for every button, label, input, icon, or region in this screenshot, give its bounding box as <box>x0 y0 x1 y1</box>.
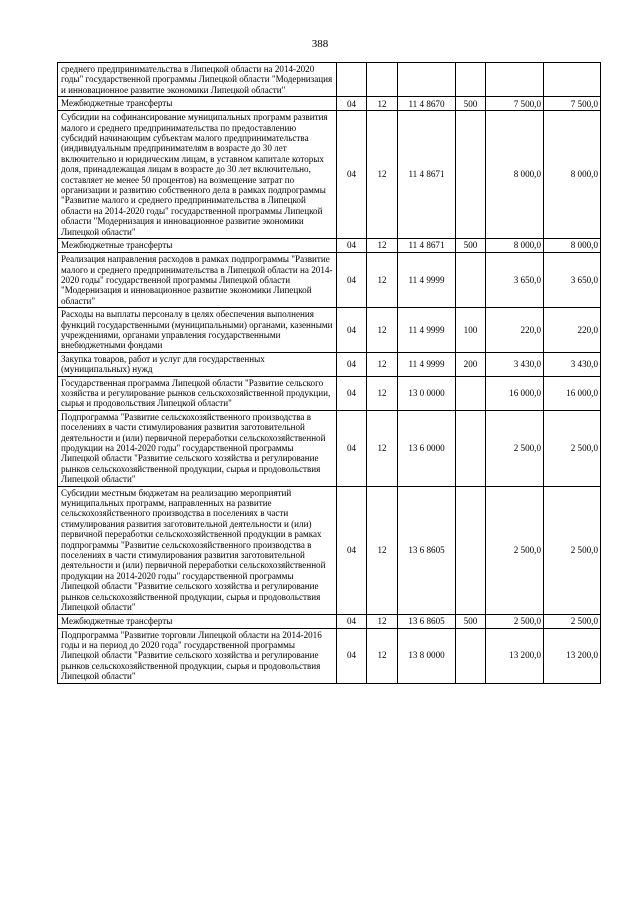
row-description: Реализация направления расходов в рамках подпрограммы "Развитие малого и среднего предпринимательства в Липецкой области на 2014-2020 годы" государственной программы Липецкой области "Модернизация и инновационное развитие экономики Липецкой области" <box>58 253 337 308</box>
row-expense-type <box>456 486 486 614</box>
table-row <box>58 376 601 410</box>
row-subsection-code: 12 <box>367 308 398 353</box>
table-row <box>58 308 601 353</box>
row-amount-total: 3 430,0 <box>544 352 601 376</box>
table-row <box>58 486 601 614</box>
row-description: Подпрограмма "Развитие торговли Липецкой области на 2014-2016 годы и на период до 2020 года" государственной программы Липецкой области "Развитие сельского хозяйства и регулирование рынков сельскохозяйственной продукции, сырья и продовольствия Липецкой области" <box>58 628 337 683</box>
row-amount-total: 2 500,0 <box>544 614 601 628</box>
row-section-code <box>337 63 367 97</box>
budget-table <box>57 62 601 684</box>
table-row <box>58 628 601 683</box>
row-subsection-code: 12 <box>367 97 398 111</box>
row-description: Субсидии на софинансирование муниципальных программ развития малого и среднего предпринимательства по предоставлению субсидий начинающим субъектам малого предпринимательства (индивидуальным предпринимателям в возрасте до 30 лет включительно и юридическим лицам, в уставном капитале которых доля, принадлежащая лицам в возрасте до 30 лет включительно, составляет не менее 50 процентов) на возмещение затрат по организации и развитию собственного дела в рамках подпрограммы "Развитие малого и среднего предпринимательства в Липецкой области на 2014-2020 годы" государственной программы Липецкой области "Модернизация и инновационное развитие экономики Липецкой области" <box>58 111 337 239</box>
row-section-code: 04 <box>337 97 367 111</box>
row-target-article: 11 4 9999 <box>398 308 456 353</box>
row-subsection-code: 12 <box>367 352 398 376</box>
row-subsection-code: 12 <box>367 628 398 683</box>
row-expense-type: 500 <box>456 614 486 628</box>
table-row <box>58 352 601 376</box>
row-expense-type <box>456 376 486 410</box>
row-target-article <box>398 63 456 97</box>
row-amount: 8 000,0 <box>486 111 544 239</box>
row-amount: 8 000,0 <box>486 239 544 253</box>
page-number: 388 <box>311 38 329 50</box>
row-target-article: 11 4 8670 <box>398 97 456 111</box>
row-section-code: 04 <box>337 628 367 683</box>
row-description: Подпрограмма "Развитие сельскохозяйственного производства в поселениях в части стимулирования развития заготовительной деятельности и (или) первичной переработки сельскохозяйственной продукции на 2014-2020 годы" государственной программы Липецкой области "Развитие сельского хозяйства и регулирование рынков сельскохозяйственной продукции, сырья и продовольствия Липецкой области" <box>58 410 337 486</box>
row-subsection-code: 12 <box>367 111 398 239</box>
row-subsection-code: 12 <box>367 239 398 253</box>
row-description: Закупка товаров, работ и услуг для государственных (муниципальных) нужд <box>58 352 337 376</box>
row-target-article: 13 6 8605 <box>398 486 456 614</box>
row-amount: 220,0 <box>486 308 544 353</box>
row-amount: 3 430,0 <box>486 352 544 376</box>
row-amount-total: 13 200,0 <box>544 628 601 683</box>
row-subsection-code: 12 <box>367 253 398 308</box>
row-amount-total: 8 000,0 <box>544 239 601 253</box>
row-expense-type <box>456 111 486 239</box>
row-description: Расходы на выплаты персоналу в целях обеспечения выполнения функций государственными (муниципальными) органами, казенными учреждениями, органами управления государственными внебюджетными фондами <box>58 308 337 353</box>
row-amount: 2 500,0 <box>486 410 544 486</box>
row-section-code: 04 <box>337 239 367 253</box>
row-target-article: 13 6 8605 <box>398 614 456 628</box>
row-subsection-code: 12 <box>367 376 398 410</box>
row-expense-type <box>456 628 486 683</box>
row-section-code: 04 <box>337 352 367 376</box>
table-row <box>58 97 601 111</box>
row-expense-type <box>456 63 486 97</box>
row-amount-total <box>544 63 601 97</box>
row-expense-type: 100 <box>456 308 486 353</box>
row-section-code: 04 <box>337 308 367 353</box>
row-target-article: 11 4 8671 <box>398 111 456 239</box>
row-amount-total: 16 000,0 <box>544 376 601 410</box>
row-expense-type <box>456 410 486 486</box>
row-subsection-code: 12 <box>367 486 398 614</box>
row-amount: 3 650,0 <box>486 253 544 308</box>
row-amount <box>486 63 544 97</box>
row-target-article: 13 6 0000 <box>398 410 456 486</box>
row-amount-total: 3 650,0 <box>544 253 601 308</box>
row-description: среднего предпринимательства в Липецкой области на 2014-2020 годы" государственной программы Липецкой области "Модернизация и инновационное развитие экономики Липецкой области" <box>58 63 337 97</box>
row-description: Межбюджетные трансферты <box>58 239 337 253</box>
row-expense-type: 200 <box>456 352 486 376</box>
row-expense-type: 500 <box>456 97 486 111</box>
row-section-code: 04 <box>337 111 367 239</box>
row-amount: 13 200,0 <box>486 628 544 683</box>
table-row <box>58 63 601 97</box>
row-section-code: 04 <box>337 253 367 308</box>
row-target-article: 11 4 8671 <box>398 239 456 253</box>
table-row <box>58 239 601 253</box>
row-amount: 7 500,0 <box>486 97 544 111</box>
row-description: Межбюджетные трансферты <box>58 97 337 111</box>
row-amount-total: 7 500,0 <box>544 97 601 111</box>
row-expense-type: 500 <box>456 239 486 253</box>
row-amount: 16 000,0 <box>486 376 544 410</box>
row-amount: 2 500,0 <box>486 486 544 614</box>
table-row <box>58 410 601 486</box>
row-target-article: 11 4 9999 <box>398 352 456 376</box>
table-row <box>58 111 601 239</box>
row-target-article: 13 0 0000 <box>398 376 456 410</box>
row-subsection-code: 12 <box>367 614 398 628</box>
table-row <box>58 253 601 308</box>
row-section-code: 04 <box>337 614 367 628</box>
row-amount-total: 2 500,0 <box>544 410 601 486</box>
row-description: Субсидии местным бюджетам на реализацию мероприятий муниципальных программ, направленных на развитие сельскохозяйственного производства в поселениях в части стимулирования развития заготовительной деятельности и (или) первичной переработки сельскохозяйственной продукции в рамках подпрограммы "Развитие сельскохозяйственного производства в поселениях в части стимулирования развития заготовительной деятельности и (или) первичной переработки сельскохозяйственной продукции на 2014-2020 годы" государственной программы Липецкой области "Развитие сельского хозяйства и регулирование рынков сельскохозяйственной продукции, сырья и продовольствия Липецкой области" <box>58 486 337 614</box>
row-section-code: 04 <box>337 376 367 410</box>
table-row <box>58 614 601 628</box>
row-description: Межбюджетные трансферты <box>58 614 337 628</box>
row-amount: 2 500,0 <box>486 614 544 628</box>
row-amount-total: 8 000,0 <box>544 111 601 239</box>
row-section-code: 04 <box>337 486 367 614</box>
row-amount-total: 2 500,0 <box>544 486 601 614</box>
row-target-article: 13 8 0000 <box>398 628 456 683</box>
row-section-code: 04 <box>337 410 367 486</box>
row-amount-total: 220,0 <box>544 308 601 353</box>
row-description: Государственная программа Липецкой области "Развитие сельского хозяйства и регулирование рынков сельскохозяйственной продукции, сырья и продовольствия Липецкой области" <box>58 376 337 410</box>
row-subsection-code: 12 <box>367 410 398 486</box>
row-expense-type <box>456 253 486 308</box>
row-target-article: 11 4 9999 <box>398 253 456 308</box>
row-subsection-code <box>367 63 398 97</box>
